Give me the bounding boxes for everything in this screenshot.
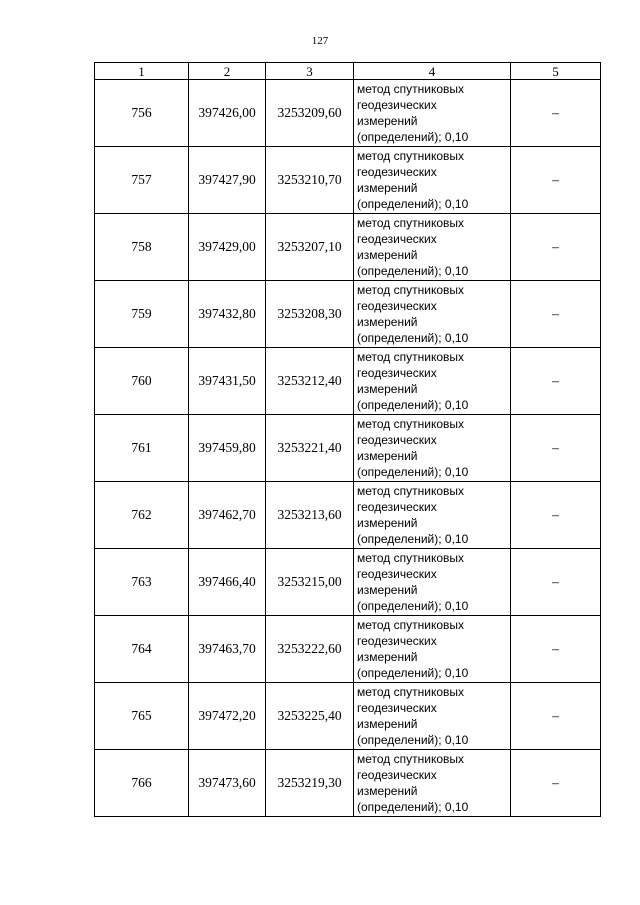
header-col-5: 5 [511,63,601,80]
note-cell: – [511,147,601,214]
header-row [95,63,601,80]
x-coordinate-cell: 397462,70 [189,482,266,549]
method-cell: метод спутниковых геодезических измерений (определений); 0,10 [354,80,511,147]
note-cell: – [511,616,601,683]
x-coordinate-cell: 397427,90 [189,147,266,214]
x-coordinate-cell: 397431,50 [189,348,266,415]
y-coordinate-cell: 3253209,60 [266,80,354,147]
note-cell: – [511,482,601,549]
y-coordinate-cell: 3253225,40 [266,683,354,750]
y-coordinate-cell: 3253215,00 [266,549,354,616]
y-coordinate-cell: 3253212,40 [266,348,354,415]
method-cell: метод спутниковых геодезических измерений (определений); 0,10 [354,750,511,817]
table-row [95,683,601,750]
point-number-cell: 762 [95,482,189,549]
x-coordinate-cell: 397466,40 [189,549,266,616]
x-coordinate-cell: 397473,60 [189,750,266,817]
point-number-cell: 757 [95,147,189,214]
method-cell: метод спутниковых геодезических измерений (определений); 0,10 [354,616,511,683]
y-coordinate-cell: 3253208,30 [266,281,354,348]
x-coordinate-cell: 397429,00 [189,214,266,281]
point-number-cell: 765 [95,683,189,750]
table-header [95,63,601,80]
note-cell: – [511,750,601,817]
header-col-1: 1 [95,63,189,80]
table-row [95,482,601,549]
table-row [95,214,601,281]
note-cell: – [511,214,601,281]
coordinates-table [94,62,601,817]
y-coordinate-cell: 3253210,70 [266,147,354,214]
method-cell: метод спутниковых геодезических измерений (определений); 0,10 [354,683,511,750]
note-cell: – [511,348,601,415]
x-coordinate-cell: 397426,00 [189,80,266,147]
method-cell: метод спутниковых геодезических измерений (определений); 0,10 [354,415,511,482]
method-cell: метод спутниковых геодезических измерений (определений); 0,10 [354,214,511,281]
x-coordinate-cell: 397432,80 [189,281,266,348]
table-row [95,147,601,214]
header-col-2: 2 [189,63,266,80]
note-cell: – [511,549,601,616]
y-coordinate-cell: 3253213,60 [266,482,354,549]
y-coordinate-cell: 3253207,10 [266,214,354,281]
point-number-cell: 764 [95,616,189,683]
point-number-cell: 761 [95,415,189,482]
table-row [95,281,601,348]
table-row [95,80,601,147]
table-body [95,80,601,817]
table-row [95,750,601,817]
table-row [95,616,601,683]
page-number: 127 [311,35,329,47]
y-coordinate-cell: 3253222,60 [266,616,354,683]
x-coordinate-cell: 397472,20 [189,683,266,750]
note-cell: – [511,80,601,147]
method-cell: метод спутниковых геодезических измерений (определений); 0,10 [354,147,511,214]
method-cell: метод спутниковых геодезических измерений (определений); 0,10 [354,482,511,549]
note-cell: – [511,415,601,482]
y-coordinate-cell: 3253221,40 [266,415,354,482]
table-row [95,549,601,616]
method-cell: метод спутниковых геодезических измерений (определений); 0,10 [354,348,511,415]
point-number-cell: 758 [95,214,189,281]
point-number-cell: 759 [95,281,189,348]
point-number-cell: 760 [95,348,189,415]
method-cell: метод спутниковых геодезических измерений (определений); 0,10 [354,281,511,348]
x-coordinate-cell: 397463,70 [189,616,266,683]
x-coordinate-cell: 397459,80 [189,415,266,482]
y-coordinate-cell: 3253219,30 [266,750,354,817]
header-col-4: 4 [354,63,511,80]
note-cell: – [511,281,601,348]
point-number-cell: 763 [95,549,189,616]
header-col-3: 3 [266,63,354,80]
table-row [95,348,601,415]
note-cell: – [511,683,601,750]
table-row [95,415,601,482]
method-cell: метод спутниковых геодезических измерений (определений); 0,10 [354,549,511,616]
point-number-cell: 756 [95,80,189,147]
point-number-cell: 766 [95,750,189,817]
